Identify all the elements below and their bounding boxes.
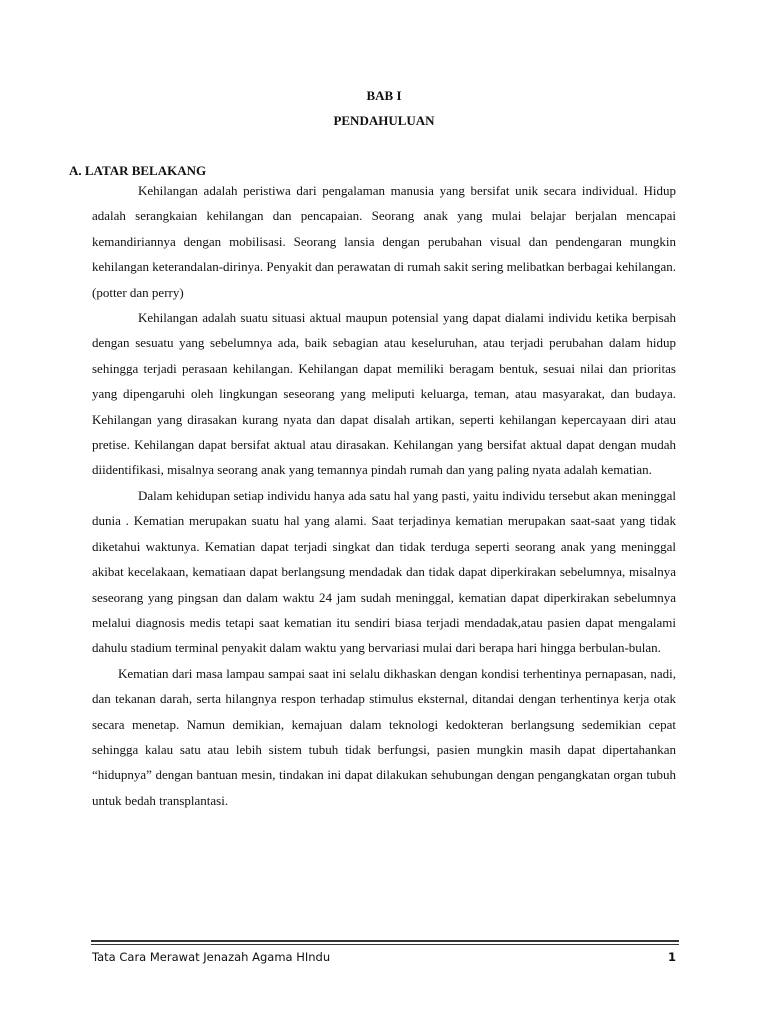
paragraph-2: Kehilangan adalah suatu situasi aktual maupun potensial yang dapat dialami individu ketika berpisah dengan sesuatu yang sebelumnya ada, baik sebagian atau keseluruhan, atau terjadi perubahan dalam hidup sehingga terjadi perasaan kehilangan. Kehilangan dapat memiliki beragam bentuk, sesuai nilai dan prioritas yang dipengaruhi oleh lingkungan seseorang yang meliputi keluarga, teman, atau masyarakat, dan budaya. Kehilangan yang dirasakan kurang nyata dan dapat disalah artikan, seperti kehilangan kepercayaan diri atau pretise. Kehilangan dapat bersifat aktual atau dirasakan. Kehilangan yang bersifat aktual dapat dengan mudah diidentifikasi, misalnya seorang anak yang temannya pindah rumah dan yang paling nyata adalah kematian.	[92, 310, 676, 478]
footer-title: Tata Cara Merawat Jenazah Agama HIndu	[92, 950, 331, 964]
chapter-title: PENDAHULUAN	[333, 113, 435, 128]
chapter-number: BAB I	[366, 88, 402, 103]
section-heading: A. LATAR BELAKANG	[69, 163, 207, 178]
paragraph-3: Dalam kehidupan setiap individu hanya ada satu hal yang pasti, yaitu individu tersebut akan meninggal dunia . Kematian merupakan suatu hal yang alami. Saat terjadinya kematian merupakan saat-saat yang tidak diketahui waktunya. Kematian dapat terjadi singkat dan tidak terduga seperti seorang anak yang meninggal akibat kecelakaan, kematiaan dapat berlangsung mendadak dan tidak dapat diperkirakan sebelumnya, misalnya seseorang yang pingsan dan dalam waktu 24 jam sudah meninggal, kematian dapat diperkirakan sebelumnya melalui diagnosis medis tetapi saat kematian itu sendiri biasa terjadi mendadak,atau pasien dapat mengalami dahulu stadium terminal penyakit dalam waktu yang bervariasi mulai dari berapa hari hingga berbulan-bulan.	[92, 487, 676, 656]
body-text	[92, 178, 676, 813]
footer-divider-thin	[91, 944, 679, 945]
footer-divider-thick	[91, 940, 679, 942]
paragraph-4: Kematian dari masa lampau sampai saat ini selalu dikhaskan dengan kondisi terhentinya pernapasan, nadi, dan tekanan darah, serta hilangnya respon terhadap stimulus eksternal, ditandai dengan terhentinya kerja otak secara menetap. Namun demikian, kemajuan dalam teknologi kedokteran berlangsung sedemikian cepat sehingga kalau satu atau lebih sistem tubuh tidak berfungsi, pasien mungkin masih dapat dipertahankan “hidupnya” dengan bantuan mesin, tindakan ini dapat dilakukan sehubungan dengan pengangkatan organ tubuh untuk bedah transplantasi.	[92, 665, 676, 808]
page-number: 1	[667, 950, 676, 964]
paragraph-1: Kehilangan adalah peristiwa dari pengalaman manusia yang bersifat unik secara individual. Hidup adalah serangkaian kehilangan dan pencapaian. Seorang anak yang mulai belajar berjalan mencapai kemandiriannya dengan mobilisasi. Seorang lansia dengan perubahan visual dan pendengaran mungkin kehilangan keterandalan-dirinya. Penyakit dan perawatan di rumah sakit sering melibatkan berbagai kehilangan. (potter dan perry)	[92, 183, 676, 300]
